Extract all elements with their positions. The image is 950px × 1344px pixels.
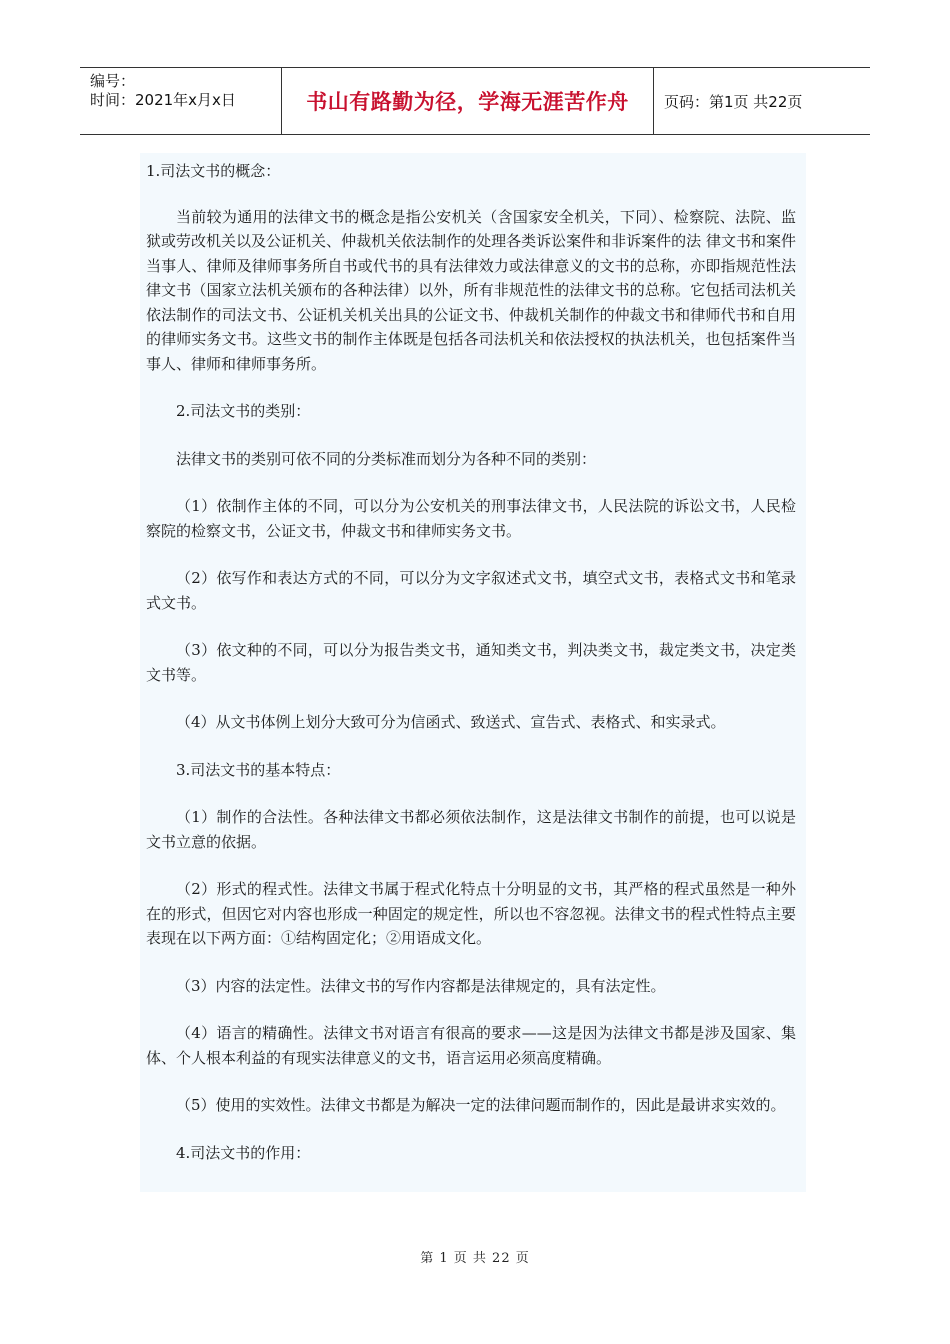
paragraph-category-4: （4）从文书体例上划分大致可分为信函式、致送式、宣告式、表格式、和实录式。	[176, 713, 726, 731]
header-meta	[80, 68, 282, 134]
page-footer: 第 1 页 共 22 页	[420, 1251, 530, 1266]
section-heading-3: 3.司法文书的基本特点：	[176, 760, 341, 779]
paragraph-feature-3: （3）内容的法定性。法律文书的写作内容都是法律规定的，具有法定性。	[176, 976, 666, 995]
header-page-info: 页码：第1页 共22页	[664, 92, 803, 111]
document-number-label: 编号：	[90, 72, 136, 90]
document-body	[140, 153, 806, 1192]
paragraph-feature-1: （1）制作的合法性。各种法律文书都必须依法制作，这是法律文书制作的前提，也可以说是文书立意的依据。	[146, 808, 796, 851]
header-motto: 书山有路勤为径，学海无涯苦作舟	[282, 68, 654, 134]
paragraph-category-2: （2）依写作和表达方式的不同，可以分为文字叙述式文书，填空式文书，表格式文书和笔录式文书。	[146, 569, 796, 612]
document-date: 时间：2021年x月x日	[90, 91, 236, 109]
paragraph-feature-5: （5）使用的实效性。法律文书都是为解决一定的法律问题而制作的，因此是最讲求实效的。	[176, 1096, 786, 1114]
paragraph-feature-4: （4）语言的精确性。法律文书对语言有很高的要求——这是因为法律文书都是涉及国家、集体、个人根本利益的有现实法律意义的文书，语言运用必须高度精确。	[146, 1024, 796, 1067]
paragraph-feature-2: （2）形式的程式性。法律文书属于程式化特点十分明显的文书，其严格的程式虽然是一种外在的形式，但因它对内容也形成一种固定的规定性，所以也不容忽视。法律文书的程式性特点主要表现在以下两方面：①结构固定化；②用语成文化。	[146, 880, 796, 947]
section-heading-2: 2.司法文书的类别：	[176, 402, 311, 420]
paragraph-category-1: （1）依制作主体的不同，可以分为公安机关的刑事法律文书，人民法院的诉讼文书，人民检察院的检察文书，公证文书，仲裁文书和律师实务文书。	[146, 497, 796, 540]
paragraph-categories-intro: 法律文书的类别可依不同的分类标准而划分为各种不同的类别：	[176, 449, 597, 468]
paragraph-concept: 当前较为通用的法律文书的概念是指公安机关（含国家安全机关，下同）、检察院、法院、监狱或劳改机关以及公证机关、仲裁机关依法制作的处理各类诉讼案件和非诉案件的法 律文书和案件当事人、律师及律师事务所自书或代书的具有法律效力或法律意义的文书的总称，亦即指规范性法律文书（国家立法机关颁布的各种法律）以外，所有非规范性的法律文书的总称。它包括司法机关依法制作的司法文书、公证机关机关出具的公证文书、仲裁机关制作的仲裁文书和律师代书和自用的律师实务文书。这些文书的制作主体既是包括各司法机关和依法授权的执法机关，也包括案件当事人、律师和律师事务所。	[146, 207, 796, 373]
section-heading-4: 4.司法文书的作用：	[176, 1143, 311, 1162]
page-header	[80, 67, 870, 135]
paragraph-category-3: （3）依文种的不同，可以分为报告类文书，通知类文书，判决类文书，裁定类文书，决定类文书等。	[146, 641, 796, 684]
section-heading-1: 1.司法文书的概念：	[146, 162, 281, 180]
